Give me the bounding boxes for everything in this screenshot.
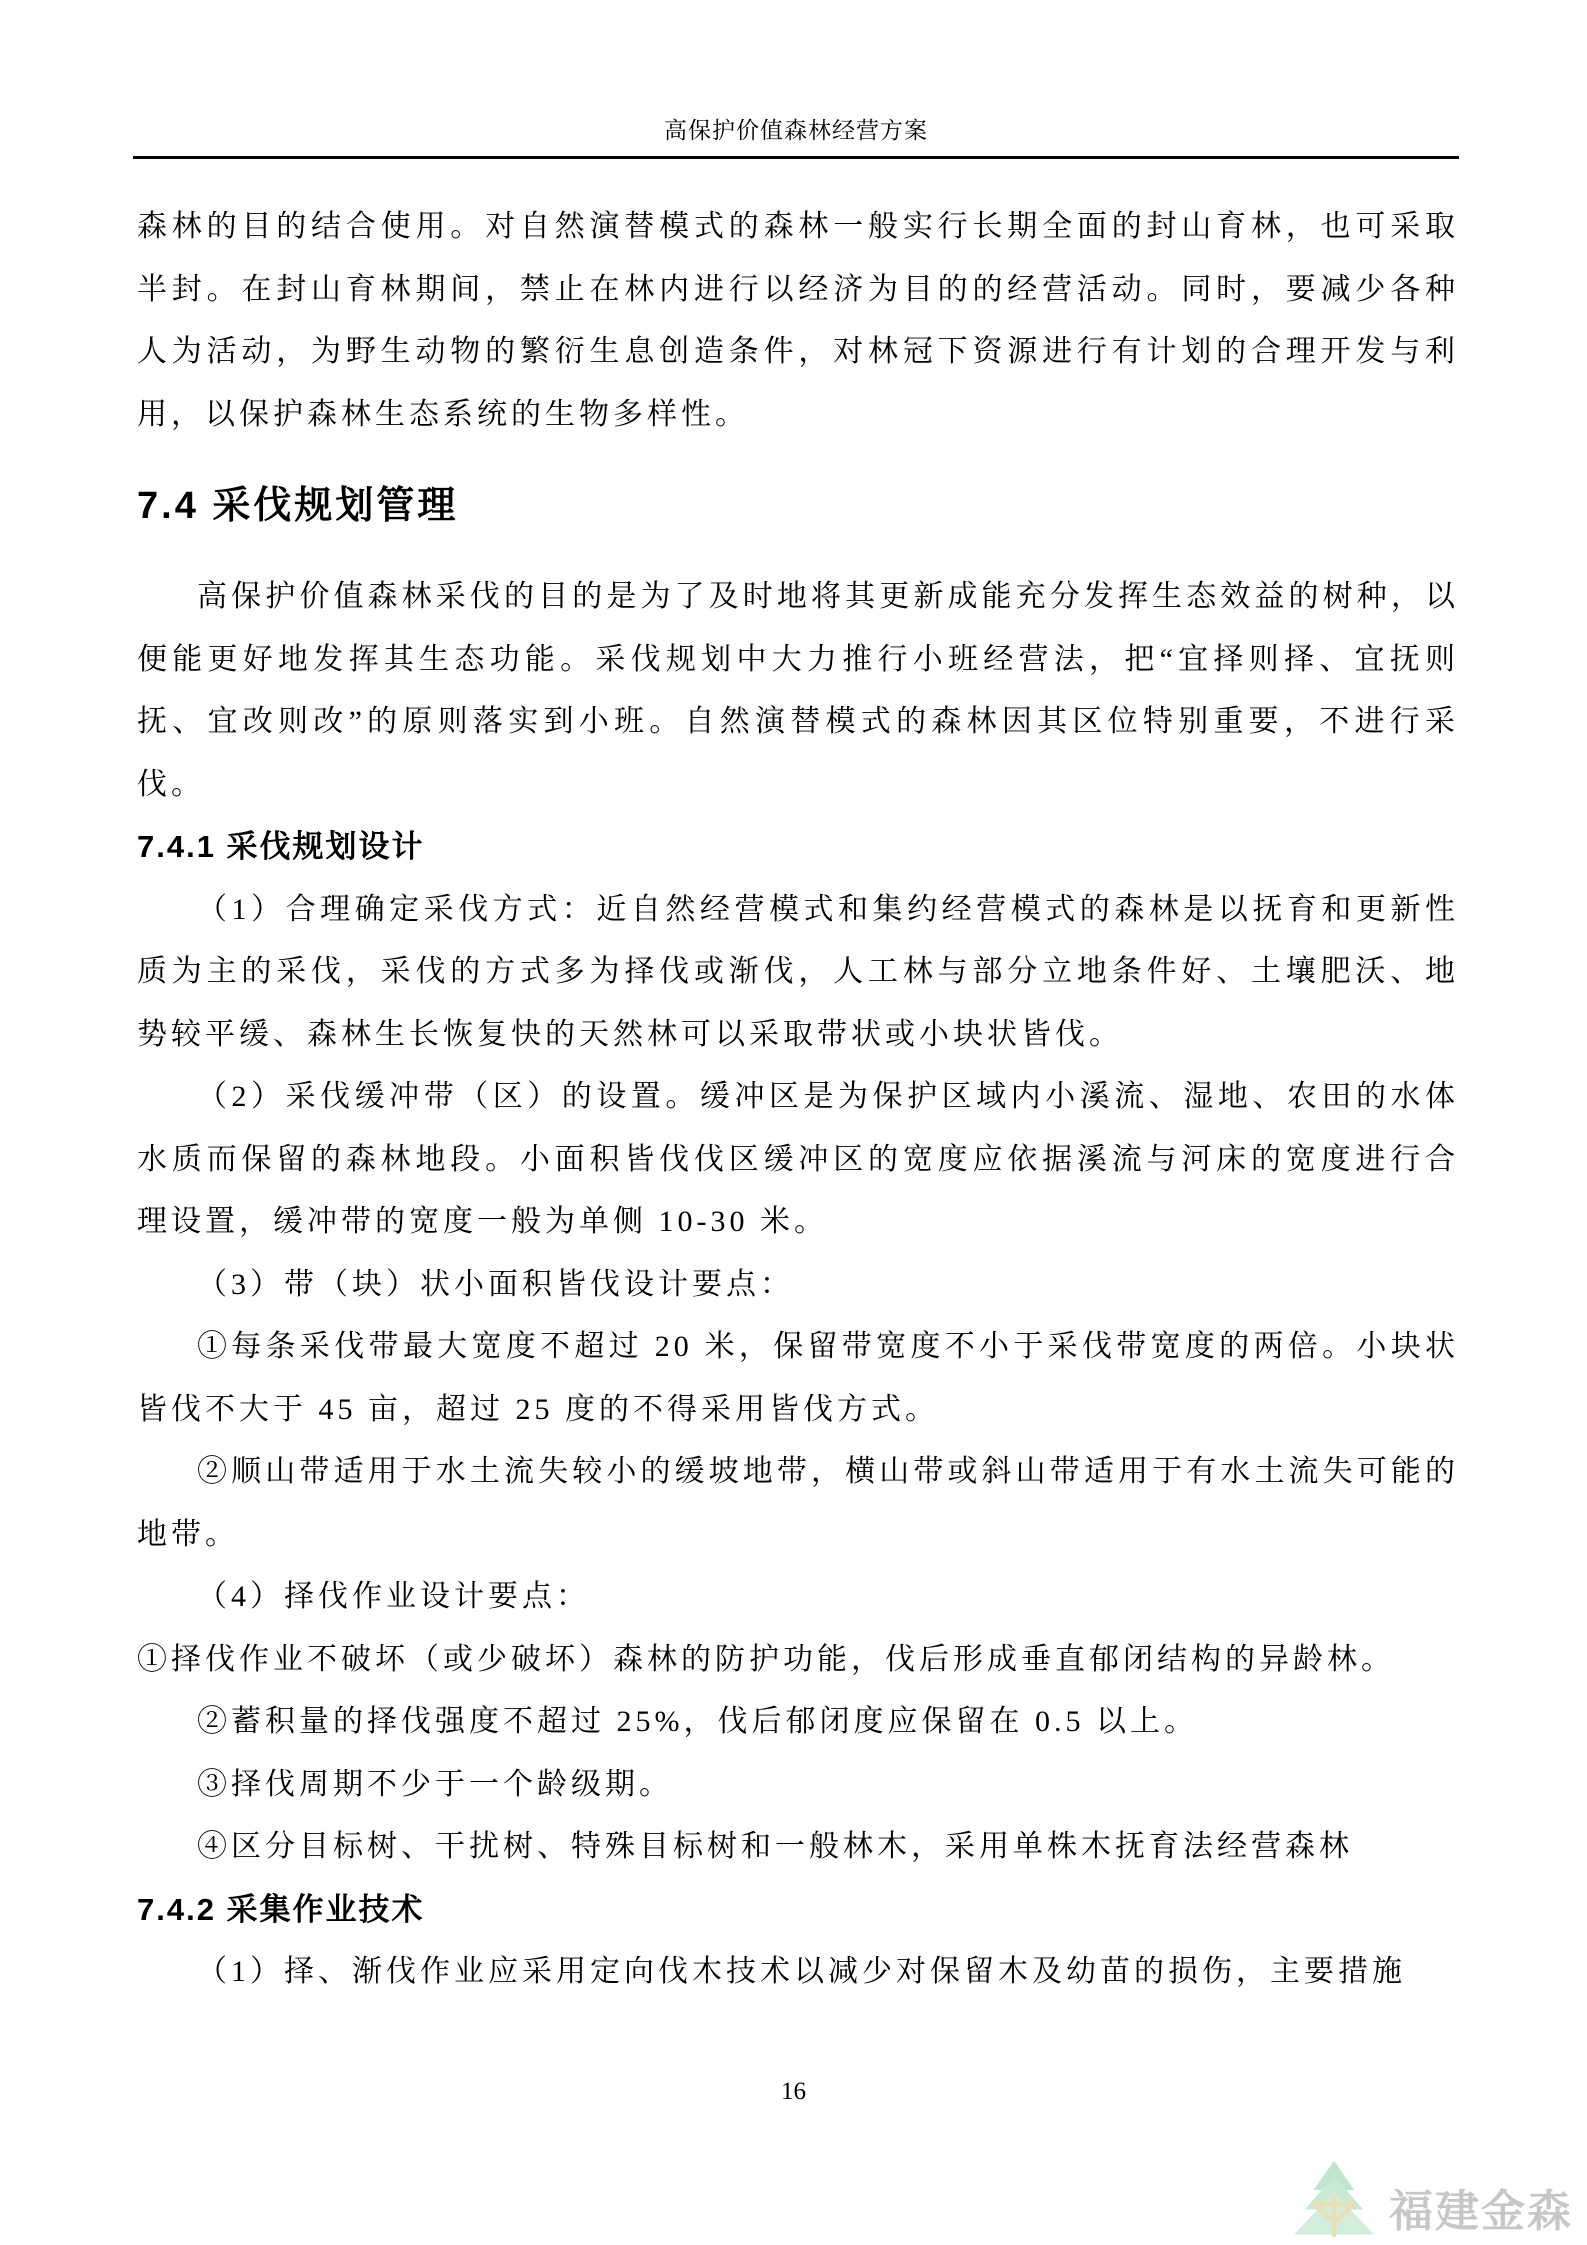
body-paragraph: 高保护价值森林采伐的目的是为了及时地将其更新成能充分发挥生态效益的树种，以便能更好地发挥其生态功能。采伐规划中大力推行小班经营法，把“宜择则择、宜抚则抚、宜改则改”的原则落实到小班。自然演替模式的森林因其区位特别重要，不进行采伐。 [137, 580, 1459, 801]
body-paragraph: ③择伐周期不少于一个龄级期。 [197, 1767, 673, 1801]
body-paragraph: （3）带（块）状小面积皆伐设计要点： [197, 1267, 794, 1301]
body-paragraph: （2）采伐缓冲带（区）的设置。缓冲区是为保护区域内小溪流、湿地、农田的水体水质而保留的森林地段。小面积皆伐伐区缓冲区的宽度应依据溪流与河床的宽度进行合理设置，缓冲带的宽度一般为单侧 10-30 米。 [137, 1080, 1459, 1238]
body-paragraph: ①每条采伐带最大宽度不超过 20 米，保留带宽度不小于采伐带宽度的两倍。小块状皆伐不大于 45 亩，超过 25 度的不得采用皆伐方式。 [137, 1330, 1459, 1426]
subsection-heading-7-4-1: 7.4.1 采伐规划设计 [137, 829, 425, 864]
body-paragraph: 森林的目的结合使用。对自然演替模式的森林一般实行长期全面的封山育林，也可采取半封。在封山育林期间，禁止在林内进行以经济为目的的经营活动。同时，要减少各种人为活动，为野生动物的繁衍生息创造条件，对林冠下资源进行有计划的合理开发与利用，以保护森林生态系统的生物多样性。 [137, 210, 1459, 431]
body-paragraph: ①择伐作业不破坏（或少破坏）森林的防护功能，伐后形成垂直郁闭结构的异龄林。 [137, 1642, 1395, 1676]
page-number: 16 [781, 2078, 806, 2105]
document-body [137, 196, 1459, 2004]
body-paragraph: （4）择伐作业设计要点： [197, 1580, 590, 1613]
footer-logo-watermark [1287, 2159, 1573, 2239]
body-paragraph: （1）择、渐伐作业应采用定向伐木技术以减少对保留木及幼苗的损伤，主要措施 [197, 1955, 1406, 1988]
page-header-title: 高保护价值森林经营方案 [664, 118, 928, 143]
pine-tree-logo-icon [1287, 2159, 1381, 2239]
page-header [133, 112, 1459, 159]
subsection-heading-7-4-2: 7.4.2 采集作业技术 [137, 1891, 425, 1927]
body-paragraph: ④区分目标树、干扰树、特殊目标树和一般林木，采用单株木抚育法经营森林 [197, 1830, 1353, 1863]
body-paragraph: （1）合理确定采伐方式：近自然经营模式和集约经营模式的森林是以抚育和更新性质为主的采伐，采伐的方式多为择伐或渐伐，人工林与部分立地条件好、土壤肥沃、地势较平缓、森林生长恢复快的天然林可以采取带状或小块状皆伐。 [137, 892, 1459, 1051]
footer-logo-text: 福建金森 [1389, 2187, 1573, 2236]
body-paragraph: ②顺山带适用于水土流失较小的缓坡地带，横山带或斜山带适用于有水土流失可能的地带。 [137, 1455, 1459, 1551]
section-heading-7-4: 7.4 采伐规划管理 [137, 485, 459, 527]
body-paragraph: ②蓄积量的择伐强度不超过 25%，伐后郁闭度应保留在 0.5 以上。 [197, 1705, 1198, 1738]
